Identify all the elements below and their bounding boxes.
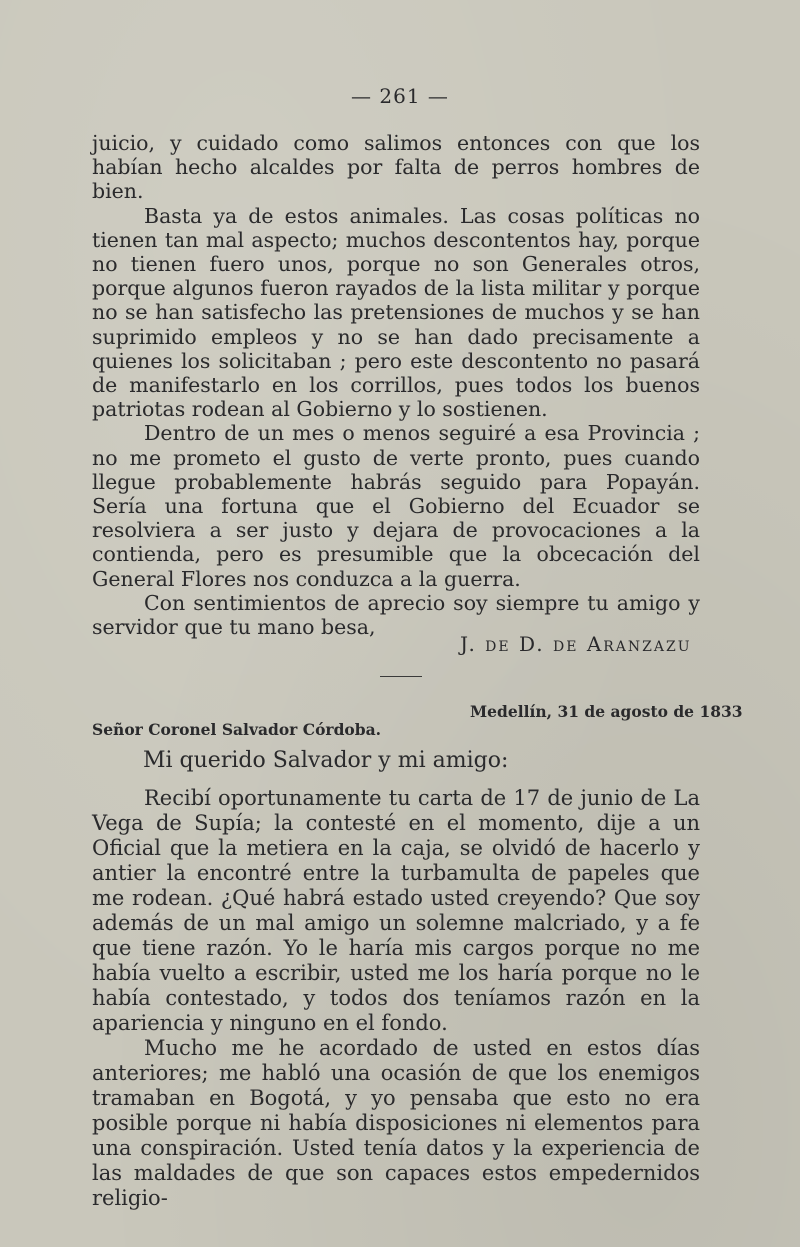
page-number: — 261 — — [351, 84, 449, 108]
signature: J. de D. de Aranzazu — [460, 632, 692, 656]
paragraph-continuation: juicio, y cuidado como salimos entonces con que los habían hecho alcaldes por falta de perros hombres de bien. — [92, 131, 700, 204]
salutation: Mi querido Salvador y mi amigo: — [143, 748, 509, 773]
paragraph: Dentro de un mes o menos seguiré a esa Provincia ; no me prometo el gusto de verte pronto, pues cuando llegue probablemente habrás seguido para Popayán. Sería una fortuna que el Gobierno del Ecuador se resolviera a ser justo y dejara de provocaciones a la contienda, pero es presumible que la obcecación del General Flores nos conduzca a la guerra. — [92, 421, 700, 591]
paragraph: Basta ya de estos animales. Las cosas políticas no tienen tan mal aspecto; muchos descontentos hay, porque no tienen fuero unos, porque no son Generales otros, porque algunos fueron rayados de la lista militar y porque no se han satisfecho las pretensiones de muchos y se han suprimido empleos y no se han dado precisamente a quienes los solicitaban ; pero este descontento no pasará de manifestarlo en los corrillos, pues todos los buenos patriotas rodean al Gobierno y lo sostienen. — [92, 203, 700, 422]
separator-rule — [380, 676, 422, 677]
closing-paragraph: Con sentimientos de aprecio soy siempre tu amigo y servidor que tu mano besa, — [92, 590, 700, 640]
paragraph: Recibí oportunamente tu carta de 17 de junio de La Vega de Supía; la contesté en el momento, dije a un Oficial que la metiera en la caja, se olvidó de hacerlo y antier la encontré entre la turbamulta de papeles que me rodean. ¿Qué habrá estado usted creyendo? Que soy además de un mal amigo un solemne malcriado, y a fe que tiene razón. Yo le haría mis cargos porque no me había vuelto a escribir, usted me los haría porque no le había contestado, y todos dos teníamos razón en la apariencia y ninguno en el fondo. — [92, 786, 700, 1035]
paragraph: Mucho me he acordado de usted en estos días anteriores; me habló una ocasión de que los enemigos tramaban en Bogotá, y yo pensaba que esto no era posible porque ni había disposiciones ni elementos para una conspiración. Usted tenía datos y la experiencia de las maldades de que son capaces estos empedernidos religio- — [92, 1036, 700, 1210]
addressee: Señor Coronel Salvador Córdoba. — [92, 720, 382, 739]
letter-2-body — [92, 786, 700, 1211]
dateline: Medellín, 31 de agosto de 1833 — [470, 702, 743, 721]
letter-1-body — [92, 131, 700, 639]
